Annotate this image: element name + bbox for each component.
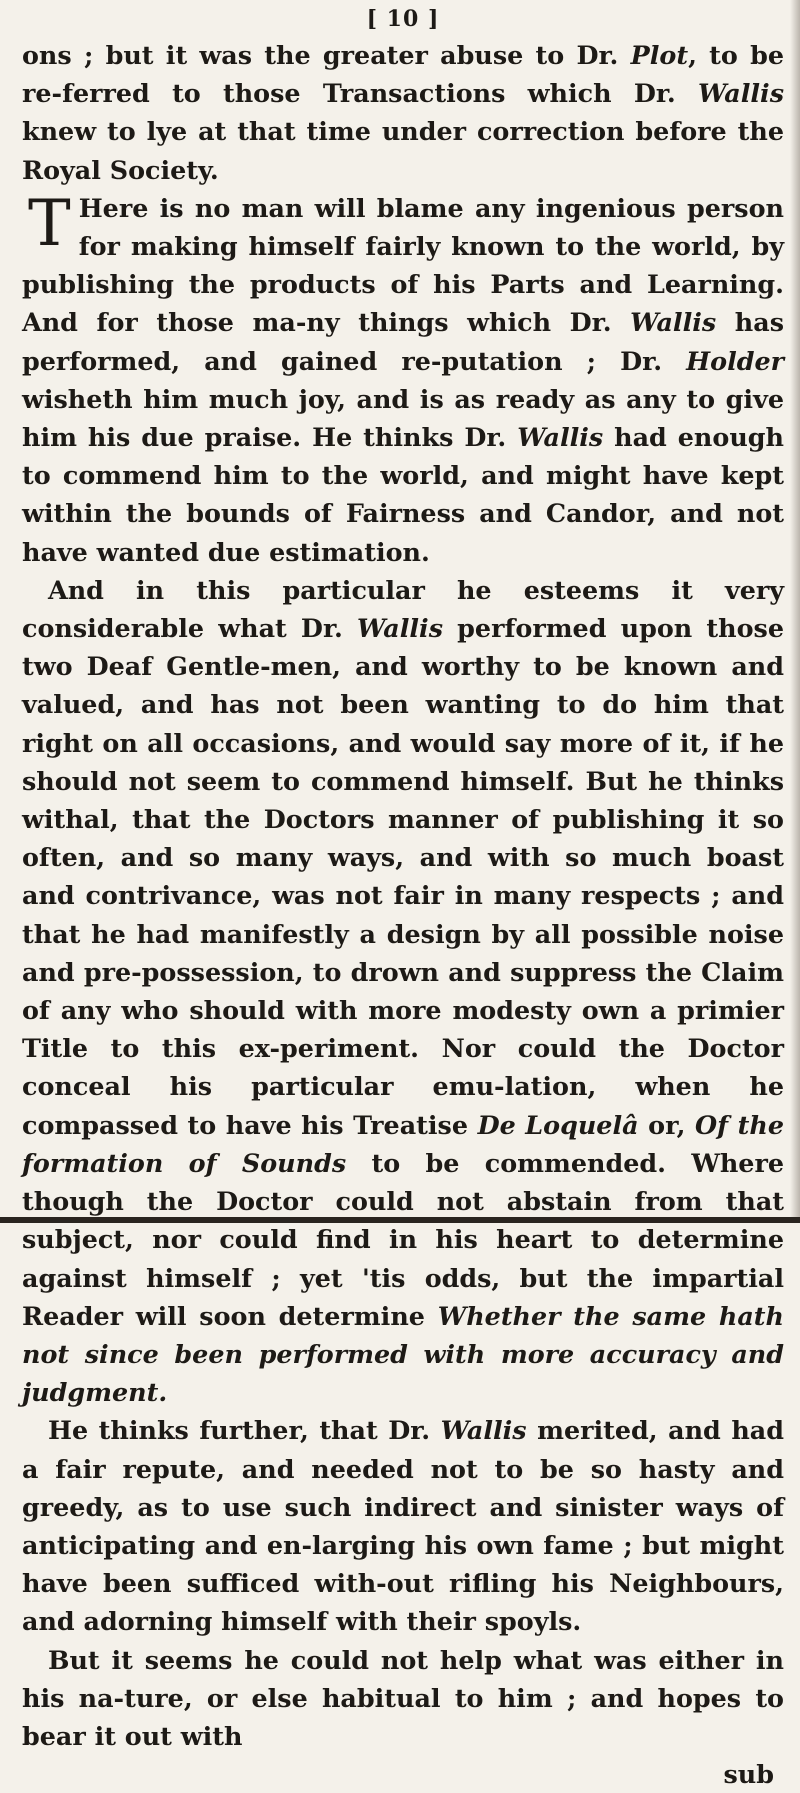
page-number: [ 10 ]	[366, 6, 440, 32]
text-run: knew to lye at that time under correction before the Royal Society.	[22, 116, 784, 185]
italic-run: Wallis	[357, 613, 443, 644]
page-edge-shadow	[790, 0, 800, 1223]
text-run: wisheth him much joy, and is as ready as any to give him his due praise. He thinks Dr.	[22, 383, 784, 453]
paragraph	[22, 1641, 784, 1756]
text-run: ons ; but it was the greater abuse to Dr.	[22, 40, 631, 70]
italic-run: Wallis	[698, 78, 784, 109]
text-run: , to be re-ferred to those Transactions which Dr.	[22, 40, 785, 109]
body-text	[22, 36, 784, 1755]
paragraph	[22, 36, 784, 189]
page-bottom-edge	[0, 1217, 800, 1223]
drop-cap: T	[28, 186, 71, 261]
text-run: He thinks further, that Dr.	[48, 1415, 441, 1446]
text-run: has performed, and gained re-putation ; Dr.	[22, 307, 784, 376]
text-run: had enough to commend him to the world, and might have kept within the bounds of Fairness and Candor, and not have wanted due estimation.	[22, 422, 784, 567]
text-run: performed upon those two Deaf Gentle-men, and worthy to be known and valued, and has not been wanting to do him that right on all occasions, and would say more of it, if he should not seem to commend himself. But he thinks withal, that the Doctors manner of publishing it so often, and so many ways, and with so much boast and contrivance, was not fair in many respects ; and that he had manifestly a design by all possible noise and pre-possession, to drown and suppress the Claim of any who should with more modesty own a primier Title to this ex-periment. Nor could the Doctor conceal his particular emu-lation, when he compassed to have his Treatise	[22, 613, 784, 1140]
italic-run: Plot	[630, 40, 689, 70]
italic-run: Whether the same hath not since been performed with more accuracy and judgment.	[22, 1300, 784, 1408]
italic-run: Of the formation of Sounds	[22, 1109, 784, 1178]
italic-run: Wallis	[630, 307, 717, 338]
text-run: Here is no man will blame any ingenious person for making himself fairly known to the world, by publishing the products of his Parts and Learning. And for those ma-ny things which Dr.	[22, 192, 784, 338]
text-run: merited, and had a fair repute, and needed not to be so hasty and greedy, as to use such indirect and sinister ways of anticipating and en-larging his own fame ; but might have been sufficed with-out rifling his Neighbours, and adorning himself with their spoyls.	[22, 1415, 784, 1637]
catchword: sub	[723, 1759, 774, 1790]
paragraph	[22, 1411, 784, 1640]
italic-run: De Loquelâ	[477, 1109, 639, 1140]
text-run: or,	[638, 1109, 696, 1140]
italic-run: Wallis	[517, 422, 604, 453]
text-run: to be commended. Where though the Doctor could not abstain from that subject, nor could find in his heart to determine against himself ; yet 'tis odds, but the impartial Reader will soon determine	[22, 1147, 784, 1331]
paragraph	[22, 571, 784, 1411]
text-run: And in this particular he esteems it very considerable what Dr.	[22, 574, 784, 644]
paragraph	[22, 186, 784, 571]
italic-run: Wallis	[440, 1415, 527, 1446]
text-run: But it seems he could not help what was either in his na-ture, or else habitual to him ; and hopes to bear it out with	[22, 1644, 784, 1751]
italic-run: Holder	[686, 345, 784, 376]
